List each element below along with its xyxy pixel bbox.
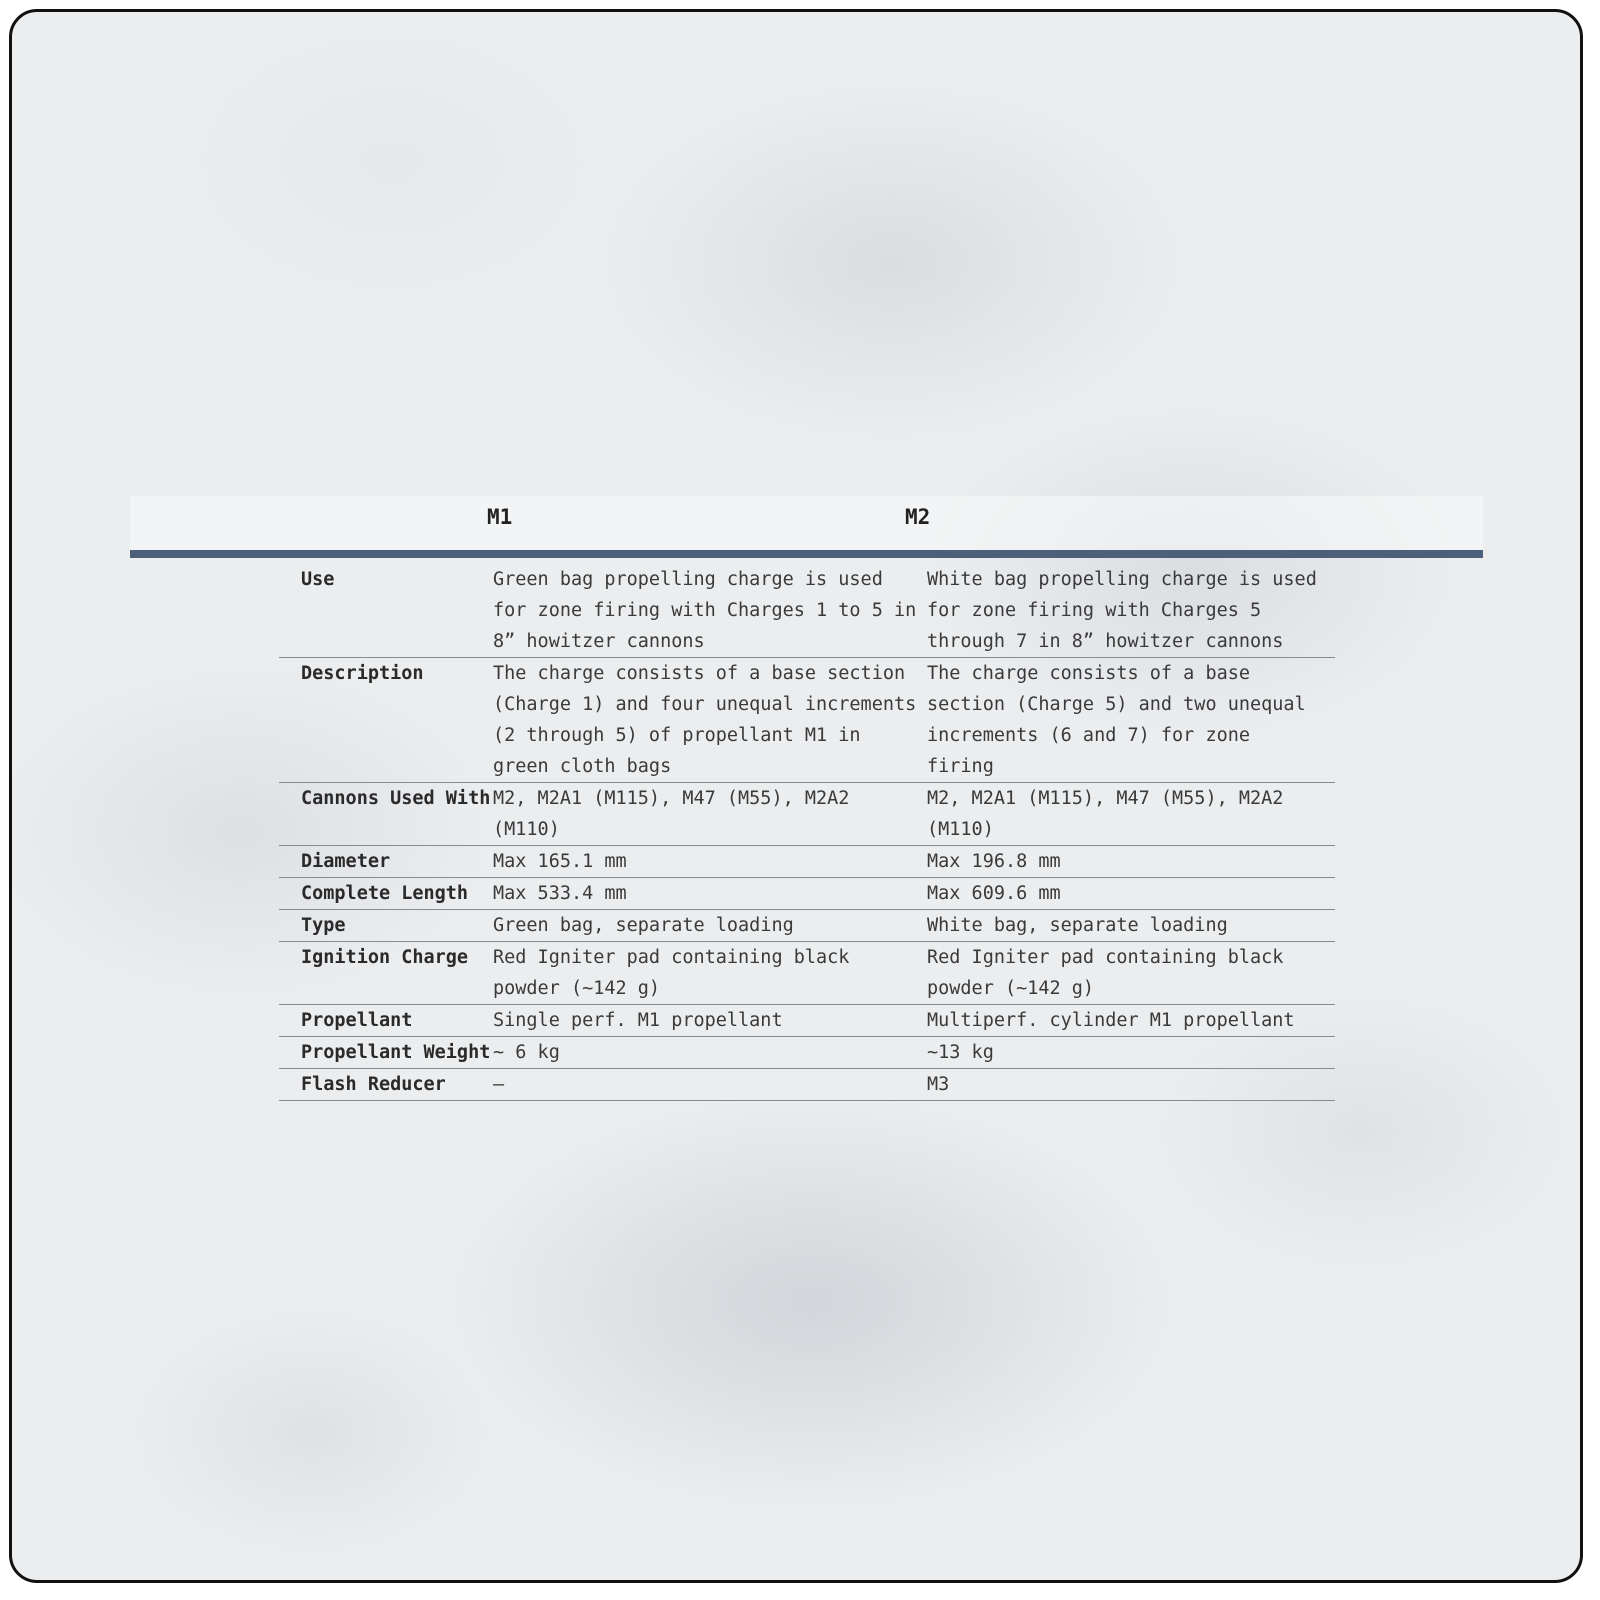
m2-value: White bag propelling charge is used for zone firing with Charges 5 through 7 in 8” howitzer cannons — [927, 564, 1335, 658]
m1-value: Green bag, separate loading — [493, 910, 927, 942]
table-row — [279, 846, 1335, 878]
m1-value: – — [493, 1069, 927, 1101]
m2-value: M3 — [927, 1069, 1335, 1101]
m2-value: Multiperf. cylinder M1 propellant — [927, 1005, 1335, 1037]
row-label: Propellant Weight — [279, 1037, 493, 1069]
m1-value: Max 165.1 mm — [493, 846, 927, 878]
m1-value: Single perf. M1 propellant — [493, 1005, 927, 1037]
table-row — [279, 910, 1335, 942]
m1-value: Green bag propelling charge is used for zone firing with Charges 1 to 5 in 8” howitzer cannons — [493, 564, 927, 658]
m1-value: ~ 6 kg — [493, 1037, 927, 1069]
m2-value: M2, M2A1 (M115), M47 (M55), M2A2 (M110) — [927, 783, 1335, 846]
table-row — [279, 1005, 1335, 1037]
column-header-m2: M2 — [905, 505, 931, 529]
page-frame — [9, 9, 1583, 1583]
m1-value: Red Igniter pad containing black powder (~142 g) — [493, 942, 927, 1005]
row-label: Cannons Used With — [279, 783, 493, 846]
row-label: Propellant — [279, 1005, 493, 1037]
m2-value: Red Igniter pad containing black powder (~142 g) — [927, 942, 1335, 1005]
row-label: Type — [279, 910, 493, 942]
row-label: Diameter — [279, 846, 493, 878]
m2-value: ~13 kg — [927, 1037, 1335, 1069]
m2-value: The charge consists of a base section (Charge 5) and two unequal increments (6 and 7) for zone firing — [927, 658, 1335, 783]
m2-value: White bag, separate loading — [927, 910, 1335, 942]
row-label: Complete Length — [279, 878, 493, 910]
table-row — [279, 783, 1335, 846]
m2-value: Max 609.6 mm — [927, 878, 1335, 910]
m1-value: Max 533.4 mm — [493, 878, 927, 910]
table-header-band — [130, 496, 1483, 558]
table-row — [279, 658, 1335, 783]
table-row — [279, 1037, 1335, 1069]
propelling-charge-spec-table — [279, 564, 1335, 1101]
row-label: Description — [279, 658, 493, 783]
column-header-m1: M1 — [487, 505, 513, 529]
m1-value: M2, M2A1 (M115), M47 (M55), M2A2 (M110) — [493, 783, 927, 846]
table-row — [279, 942, 1335, 1005]
m2-value: Max 196.8 mm — [927, 846, 1335, 878]
table-row — [279, 878, 1335, 910]
m1-value: The charge consists of a base section (Charge 1) and four unequal increments (2 through 5) of propellant M1 in green cloth bags — [493, 658, 927, 783]
row-label: Ignition Charge — [279, 942, 493, 1005]
row-label: Use — [279, 564, 493, 658]
table-row — [279, 564, 1335, 658]
table-row — [279, 1069, 1335, 1101]
row-label: Flash Reducer — [279, 1069, 493, 1101]
